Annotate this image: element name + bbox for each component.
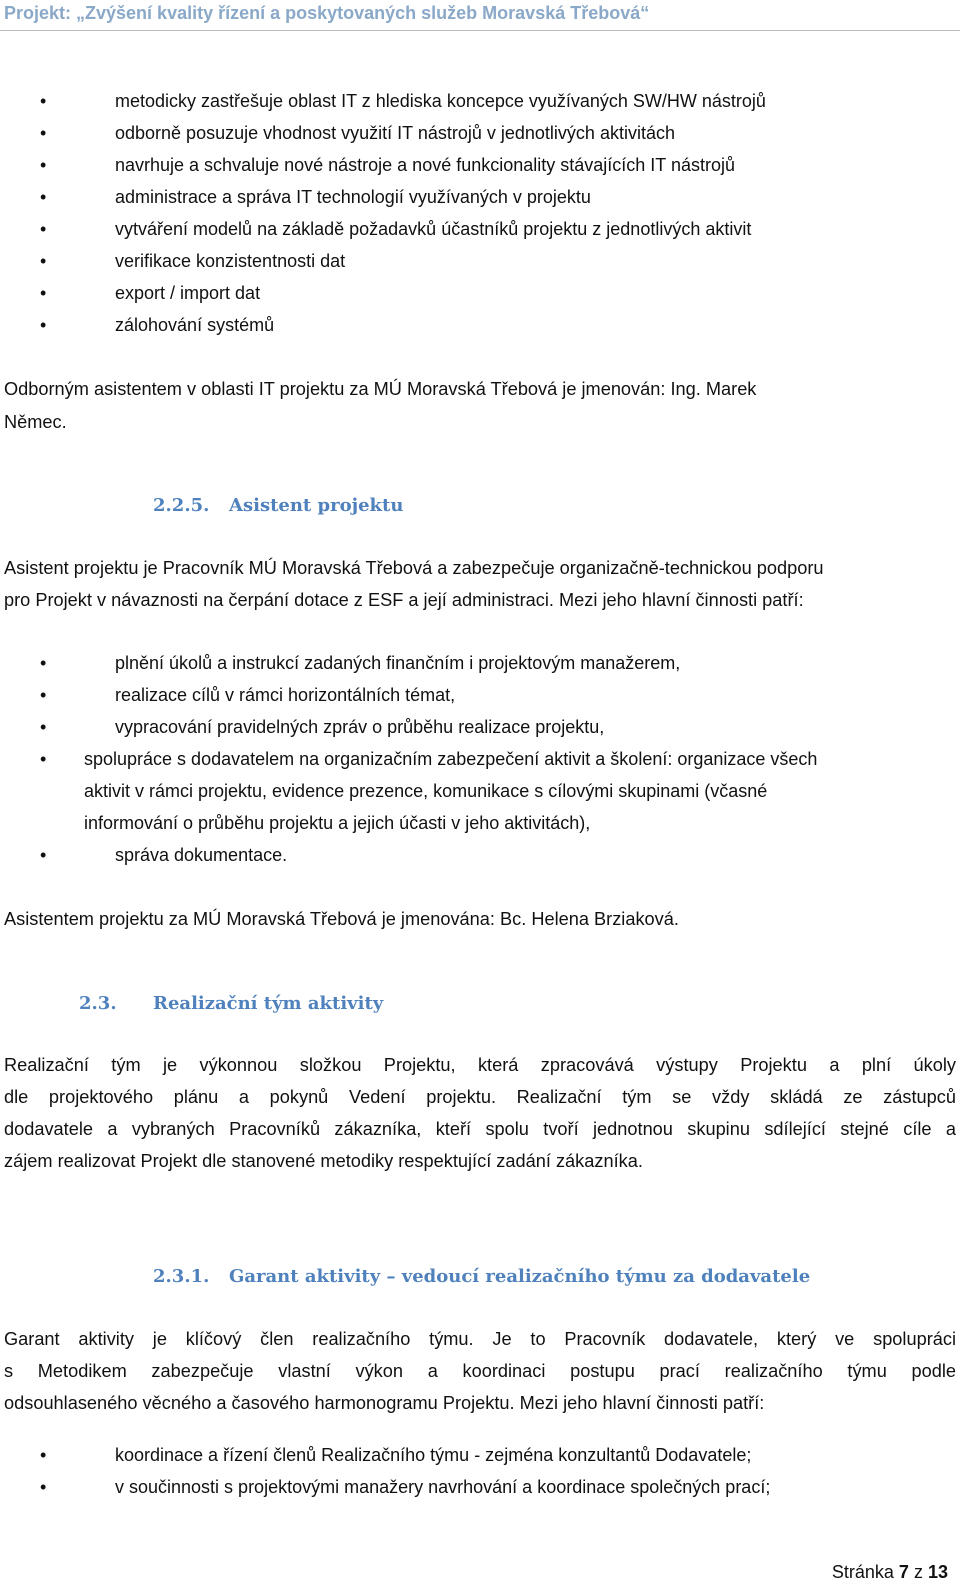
list-item-continuation: informování o průběhu projektu a jejich účasti v jeho aktivitách), bbox=[84, 813, 591, 833]
bullet-icon: • bbox=[40, 123, 47, 143]
list-item: administrace a správa IT technologií využívaných v projektu bbox=[115, 187, 591, 207]
bullet-icon: • bbox=[40, 717, 47, 737]
paragraph-line: odsouhlaseného věcného a časového harmonogramu Projektu. Mezi jeho hlavní činnosti patří: bbox=[4, 1393, 765, 1413]
list-item: odborně posuzuje vhodnost využití IT nástrojů v jednotlivých aktivitách bbox=[115, 123, 675, 143]
bullet-icon: • bbox=[40, 91, 47, 111]
paragraph-line: Asistent projektu je Pracovník MÚ Moravská Třebová a zabezpečuje organizačně-technickou podporu bbox=[4, 558, 824, 578]
paragraph-line: zájem realizovat Projekt dle stanovené metodiky respektující zadání zákazníka. bbox=[4, 1151, 643, 1171]
page-total: 13 bbox=[927, 1562, 948, 1582]
paragraph-line: Odborným asistentem v oblasti IT projektu za MÚ Moravská Třebová je jmenován: Ing. Marek bbox=[4, 379, 757, 399]
list-item: správa dokumentace. bbox=[115, 845, 288, 865]
list-item: spolupráce s dodavatelem na organizačním zabezpečení aktivit a školení: organizace všech bbox=[84, 749, 818, 769]
paragraph-line: dodavatele a vybraných Pracovníků zákazníka, kteří spolu tvoří jednotnou skupinu sdílející stejné cíle a bbox=[4, 1119, 956, 1139]
list-item: koordinace a řízení členů Realizačního týmu - zejména konzultantů Dodavatele; bbox=[115, 1445, 752, 1465]
list-item: navrhuje a schvaluje nové nástroje a nové funkcionality stávajících IT nástrojů bbox=[115, 155, 736, 175]
bullet-icon: • bbox=[40, 685, 47, 705]
bullet-icon: • bbox=[40, 1445, 47, 1465]
section-number: 2.3. bbox=[79, 993, 117, 1014]
bullet-icon: • bbox=[40, 653, 47, 673]
section-number: 2.2.5. bbox=[153, 495, 210, 516]
paragraph-line: Asistentem projektu za MÚ Moravská Třebová je jmenována: Bc. Helena Brziaková. bbox=[4, 909, 679, 929]
list-item: v součinnosti s projektovými manažery navrhování a koordinace společných prací; bbox=[115, 1477, 771, 1497]
list-item: verifikace konzistentnosti dat bbox=[115, 251, 346, 271]
paragraph-line: dle projektového plánu a pokynů Vedení projektu. Realizační tým se vždy skládá ze zástupců bbox=[4, 1087, 956, 1107]
bullet-icon: • bbox=[40, 749, 47, 769]
bullet-icon: • bbox=[40, 187, 47, 207]
list-item: realizace cílů v rámci horizontálních témat, bbox=[115, 685, 456, 705]
header-rule bbox=[0, 30, 960, 31]
page-separator: z bbox=[913, 1562, 923, 1582]
project-title: Projekt: „Zvýšení kvality řízení a poskytovaných služeb Moravská Třebová“ bbox=[4, 3, 650, 23]
bullet-icon: • bbox=[40, 155, 47, 175]
bullet-icon: • bbox=[40, 251, 47, 271]
page-label: Stránka bbox=[831, 1562, 894, 1582]
list-item: export / import dat bbox=[115, 283, 261, 303]
bullet-icon: • bbox=[40, 845, 47, 865]
section-heading bbox=[153, 495, 653, 519]
paragraph-line: s Metodikem zabezpečuje vlastní výkon a koordinaci postupu prací realizačního týmu podle bbox=[4, 1361, 956, 1381]
paragraph-line: Garant aktivity je klíčový člen realizačního týmu. Je to Pracovník dodavatele, který ve spolupráci bbox=[4, 1329, 956, 1349]
list-item: vypracování pravidelných zpráv o průběhu realizace projektu, bbox=[115, 717, 605, 737]
page-header bbox=[0, 0, 960, 32]
bullet-icon: • bbox=[40, 1477, 47, 1497]
paragraph-line: Němec. bbox=[4, 412, 67, 432]
list-item: vytváření modelů na základě požadavků účastníků projektu z jednotlivých aktivit bbox=[115, 219, 752, 239]
section-heading bbox=[153, 1266, 853, 1290]
section-title: Garant aktivity – vedoucí realizačního týmu za dodavatele bbox=[229, 1266, 811, 1287]
section-title: Asistent projektu bbox=[229, 495, 404, 516]
list-item: zálohování systémů bbox=[115, 315, 275, 335]
page-number bbox=[832, 1562, 948, 1583]
bullet-icon: • bbox=[40, 315, 47, 335]
list-item-continuation: aktivit v rámci projektu, evidence prezence, komunikace s cílovými skupinami (včasné bbox=[84, 781, 768, 801]
paragraph-line: pro Projekt v návaznosti na čerpání dotace z ESF a její administraci. Mezi jeho hlavní činnosti patří: bbox=[4, 590, 804, 610]
section-number: 2.3.1. bbox=[153, 1266, 210, 1287]
bullet-icon: • bbox=[40, 219, 47, 239]
list-item: plnění úkolů a instrukcí zadaných finančním i projektovým manažerem, bbox=[115, 653, 681, 673]
list-item: metodicky zastřešuje oblast IT z hlediska koncepce využívaných SW/HW nástrojů bbox=[115, 91, 766, 111]
section-heading bbox=[79, 993, 579, 1017]
paragraph-line: Realizační tým je výkonnou složkou Projektu, která zpracovává výstupy Projektu a plní úkoly bbox=[4, 1055, 956, 1075]
page-current: 7 bbox=[898, 1562, 909, 1582]
bullet-icon: • bbox=[40, 283, 47, 303]
section-title: Realizační tým aktivity bbox=[153, 993, 384, 1014]
